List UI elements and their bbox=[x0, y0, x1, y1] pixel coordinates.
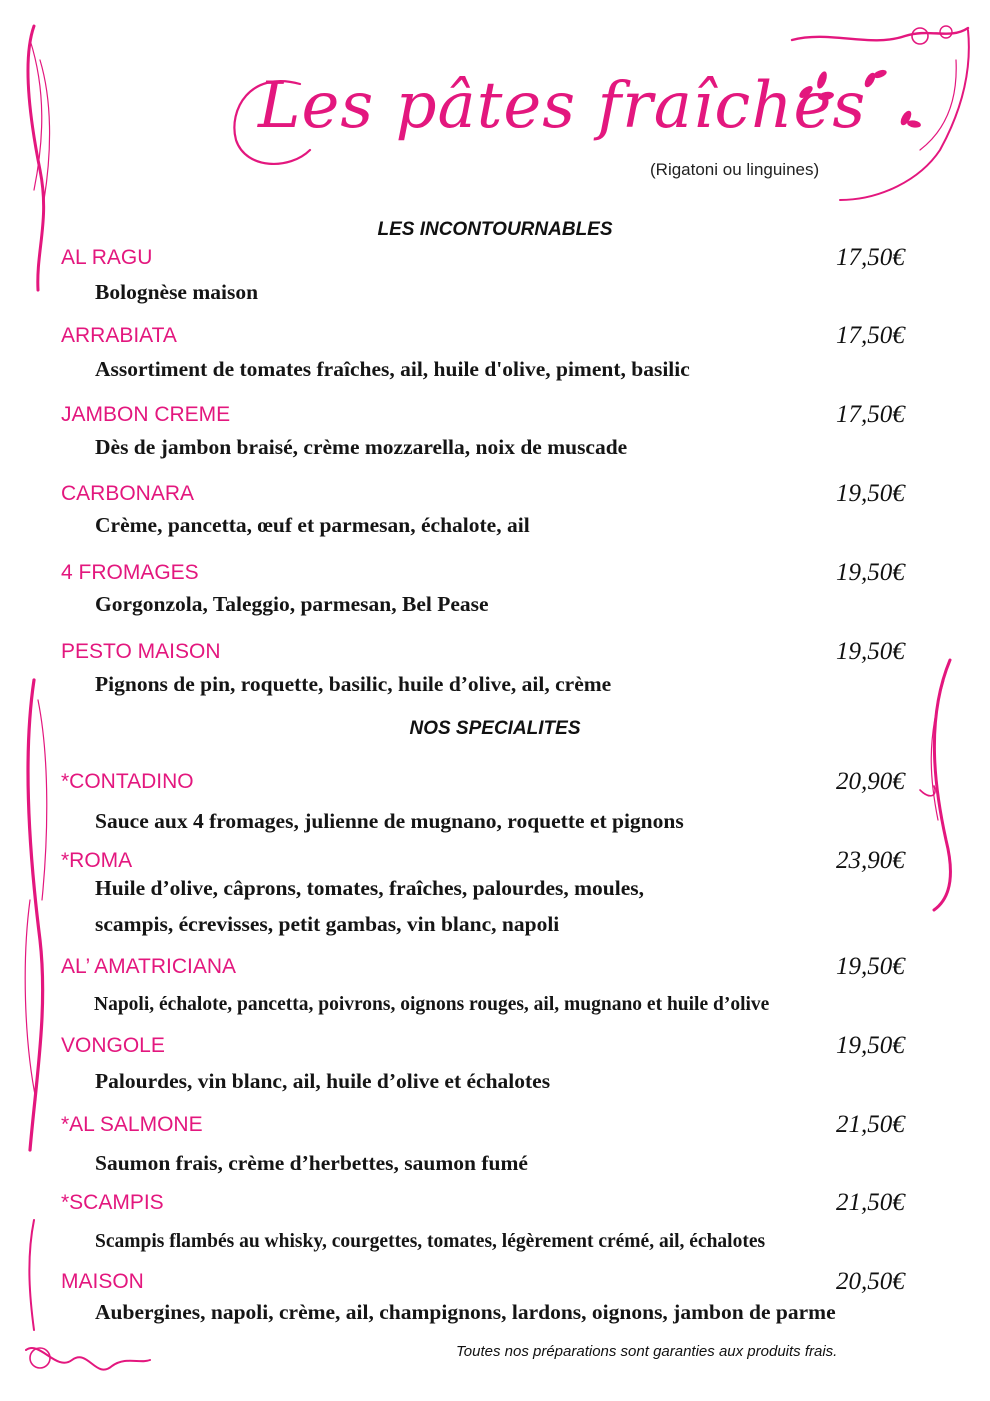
footer-note: Toutes nos préparations sont garanties aux produits frais. bbox=[456, 1343, 838, 1360]
dish-name: AL’ AMATRICIANA bbox=[61, 955, 237, 978]
dish-name: *SCAMPIS bbox=[61, 1191, 164, 1214]
page-title: Les pâtes fraîches bbox=[258, 69, 867, 143]
dish-price: 23,90€ bbox=[836, 847, 905, 874]
dish-name: AL RAGU bbox=[61, 246, 153, 269]
dish-name: *ROMA bbox=[61, 849, 133, 872]
dish-price: 19,50€ bbox=[836, 953, 905, 980]
dish-price: 19,50€ bbox=[836, 480, 905, 507]
dish-description: Bolognèse maison bbox=[95, 280, 259, 304]
dish-price: 21,50€ bbox=[836, 1111, 905, 1138]
dish-description: Dès de jambon braisé, crème mozzarella, noix de muscade bbox=[95, 435, 628, 459]
dish-description: Assortiment de tomates fraîches, ail, huile d'olive, piment, basilic bbox=[95, 357, 690, 381]
dish-name: *CONTADINO bbox=[61, 770, 194, 793]
dish-description: Pignons de pin, roquette, basilic, huile d’olive, ail, crème bbox=[95, 672, 612, 696]
dish-description: Sauce aux 4 fromages, julienne de mugnano, roquette et pignons bbox=[95, 809, 684, 833]
dish-description: scampis, écrevisses, petit gambas, vin blanc, napoli bbox=[95, 912, 560, 936]
dish-name: CARBONARA bbox=[61, 482, 195, 505]
dish-price: 19,50€ bbox=[836, 559, 905, 586]
dish-price: 20,50€ bbox=[836, 1268, 905, 1295]
dish-name: ARRABIATA bbox=[61, 324, 177, 347]
dish-name: VONGOLE bbox=[61, 1034, 165, 1057]
dish-price: 19,50€ bbox=[836, 638, 905, 665]
dish-name: *AL SALMONE bbox=[61, 1113, 203, 1136]
flourish-right-top bbox=[792, 28, 968, 40]
section-title: NOS SPECIALITES bbox=[409, 718, 581, 739]
dish-name: 4 FROMAGES bbox=[61, 561, 199, 584]
dish-description: Aubergines, napoli, crème, ail, champignons, lardons, oignons, jambon de parme bbox=[95, 1300, 836, 1324]
dish-price: 17,50€ bbox=[836, 401, 905, 428]
dish-description: Scampis flambés au whisky, courgettes, tomates, légèrement crémé, ail, échalotes bbox=[95, 1231, 766, 1252]
dish-price: 17,50€ bbox=[836, 244, 905, 271]
flourish-right-middle bbox=[934, 660, 950, 910]
dish-price: 19,50€ bbox=[836, 1032, 905, 1059]
dish-name: PESTO MAISON bbox=[61, 640, 221, 663]
dish-description: Saumon frais, crème d’herbettes, saumon fumé bbox=[95, 1151, 528, 1175]
page-subtitle: (Rigatoni ou linguines) bbox=[650, 160, 820, 179]
dish-name: JAMBON CREME bbox=[61, 403, 231, 426]
dish-description: Huile d’olive, câprons, tomates, fraîches, palourdes, moules, bbox=[95, 876, 645, 900]
dish-description: Palourdes, vin blanc, ail, huile d’olive et échalotes bbox=[95, 1069, 551, 1093]
dish-description: Napoli, échalote, pancetta, poivrons, oignons rouges, ail, mugnano et huile d’olive bbox=[94, 994, 770, 1015]
dish-name: MAISON bbox=[61, 1270, 144, 1293]
dish-description: Gorgonzola, Taleggio, parmesan, Bel Pease bbox=[95, 592, 489, 616]
dish-price: 20,90€ bbox=[836, 768, 905, 795]
flourish-left-middle bbox=[28, 680, 43, 1150]
dish-description: Crème, pancetta, œuf et parmesan, échalote, ail bbox=[95, 513, 530, 537]
section-title: LES INCONTOURNABLES bbox=[377, 219, 613, 240]
dish-price: 21,50€ bbox=[836, 1189, 905, 1216]
dish-price: 17,50€ bbox=[836, 322, 905, 349]
